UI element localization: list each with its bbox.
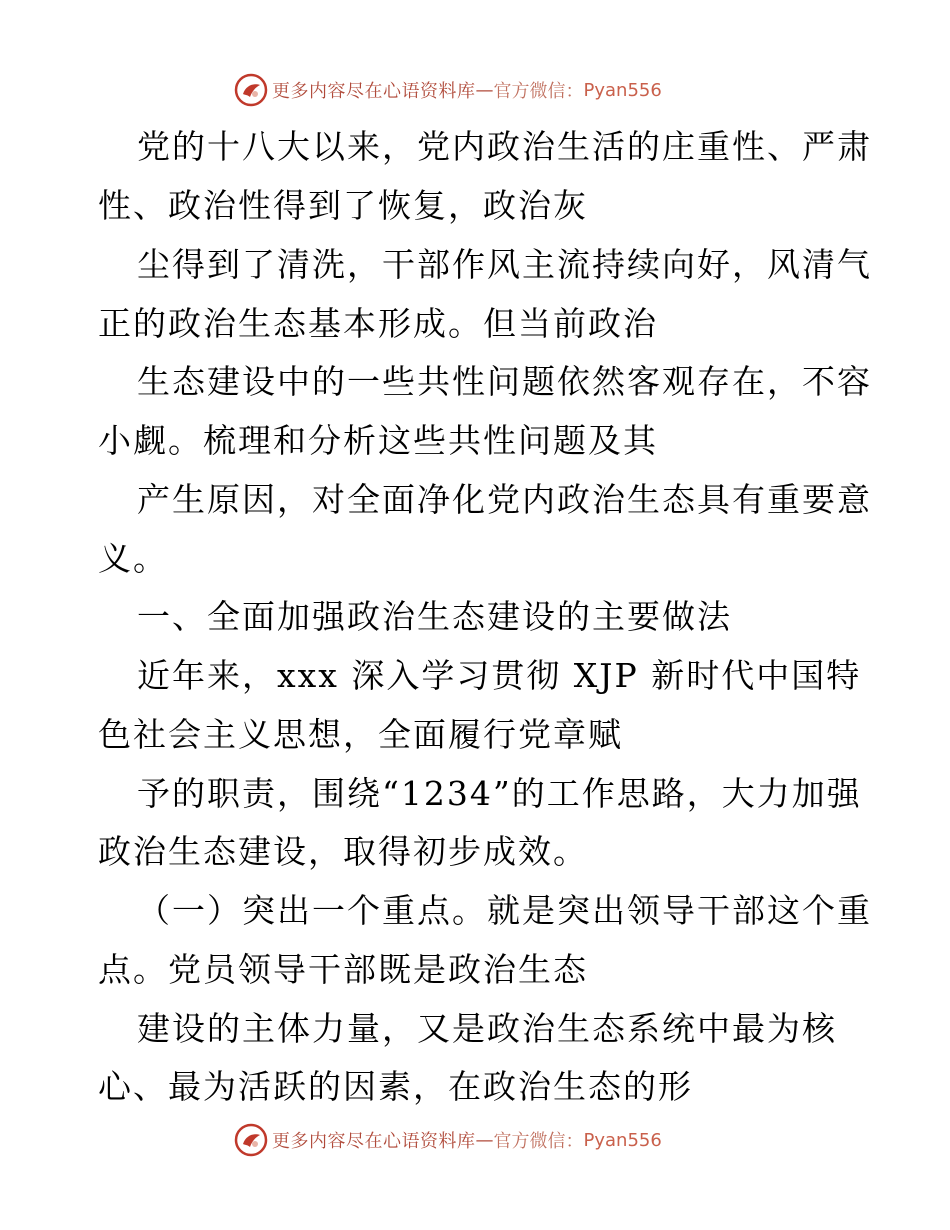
watermark-label: 官方微信： [493,81,584,102]
paragraph-line: 近年来，xxx 深入学习贯彻 XJP 新时代中国特 [137,656,862,695]
paragraph-line: 性、政治性得到了恢复，政治灰 [98,186,588,225]
paragraph-line: 色社会主义思想，全面履行党章赋 [98,715,623,754]
paragraph-line: （一）突出一个重点。就是突出领导干部这个重 [137,891,872,930]
paragraph-line: 建设的主体力量，又是政治生态系统中最为核 [137,1009,837,1048]
watermark-text: 更多内容尽在心语资料库 [272,1131,476,1152]
paragraph-line: 小觑。梳理和分析这些共性问题及其 [98,421,658,460]
paragraph-line: 党的十八大以来，党内政治生活的庄重性、严肃 [137,127,872,166]
paragraph-line: 政治生态建设，取得初步成效。 [98,832,588,871]
paragraph-line: 点。党员领导干部既是政治生态 [98,950,588,989]
section-heading: 一、全面加强政治生态建设的主要做法 [137,597,732,636]
watermark-footer [234,1123,662,1157]
watermark-separator: — [475,79,494,101]
watermark-account: Pyan556 [583,79,662,101]
paragraph-line: 产生原因，对全面净化党内政治生态具有重要意 [137,480,872,519]
watermark-account: Pyan556 [583,1129,662,1151]
paragraph-line: 心、最为活跃的因素，在政治生态的形 [98,1067,693,1106]
watermark-label: 官方微信： [493,1131,584,1152]
paragraph-line: 正的政治生态基本形成。但当前政治 [98,304,658,343]
seal-logo-icon [234,1123,268,1157]
paragraph-line: 生态建设中的一些共性问题依然客观存在，不容 [137,362,872,401]
paragraph-line: 尘得到了清洗，干部作风主流持续向好，风清气 [137,245,872,284]
watermark-text: 更多内容尽在心语资料库 [272,81,476,102]
paragraph-line: 予的职责，围绕“1234”的工作思路，大力加强 [137,774,862,813]
paragraph-line: 义。 [98,539,168,578]
watermark-separator: — [475,1129,494,1151]
